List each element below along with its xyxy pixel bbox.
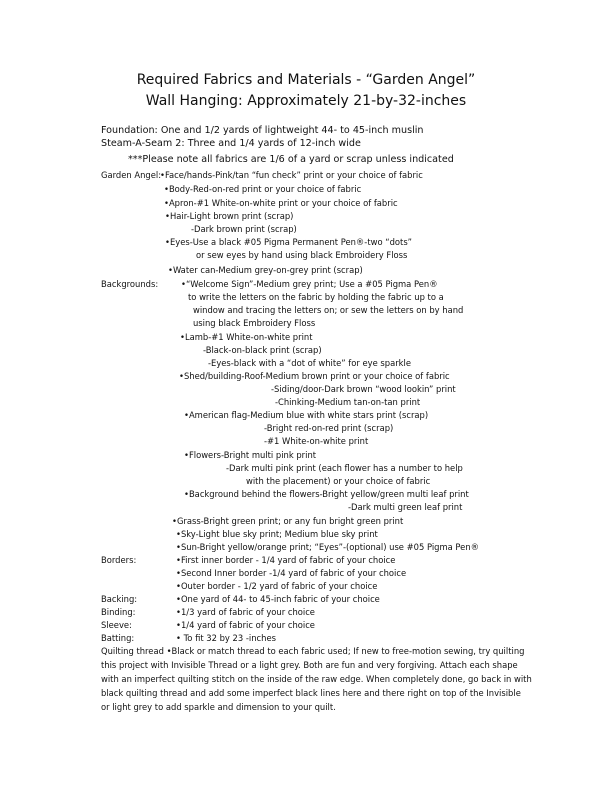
backing-label: Backing: — [101, 594, 138, 604]
quilting-line: this project with Invisible Thread or a light grey. Both are fun and very forgiving. Attach each shape — [101, 660, 518, 670]
backgrounds-item: •Shed/building-Roof-Medium brown print or your choice of fabric — [179, 371, 450, 381]
quilting-line: Quilting thread •Black or match thread to each fabric used; If new to free-motion sewing, try quilting — [101, 646, 525, 656]
garden-angel-item: -Dark brown print (scrap) — [191, 224, 297, 234]
backgrounds-item: -Dark multi pink print (each flower has a number to help — [226, 463, 463, 473]
backgrounds-item: •Background behind the flowers-Bright yellow/green multi leaf print — [184, 489, 469, 499]
backgrounds-item: using black Embroidery Floss — [193, 318, 316, 328]
backgrounds-item: •Sky-Light blue sky print; Medium blue sky print — [176, 529, 378, 539]
backing-text: •One yard of 44- to 45-inch fabric of your choice — [176, 594, 380, 604]
borders-label: Borders: — [101, 555, 137, 565]
backgrounds-item: -Bright red-on-red print (scrap) — [264, 423, 394, 433]
backgrounds-item: •American flag-Medium blue with white stars print (scrap) — [184, 410, 429, 420]
backgrounds-item: •Lamb-#1 White-on-white print — [180, 332, 313, 342]
backgrounds-item: -Black-on-black print (scrap) — [203, 345, 322, 355]
batting-text: • To fit 32 by 23 -inches — [176, 633, 276, 643]
garden-angel-item: •Hair-Light brown print (scrap) — [165, 211, 294, 221]
quilting-line: black quilting thread and add some imperfect black lines here and there right on top of the Invisible — [101, 688, 521, 698]
garden-angel-item: •Face/hands-Pink/tan “fun check” print or your choice of fabric — [160, 170, 423, 180]
backgrounds-item: with the placement) or your choice of fabric — [246, 476, 431, 486]
garden-angel-item: •Water can-Medium grey-on-grey print (scrap) — [168, 265, 363, 275]
backgrounds-item: •“Welcome Sign”-Medium grey print; Use a #05 Pigma Pen® — [181, 279, 438, 289]
backgrounds-label: Backgrounds: — [101, 279, 159, 289]
borders-item: •First inner border - 1/4 yard of fabric of your choice — [176, 555, 396, 565]
garden-angel-item: •Apron-#1 White-on-white print or your choice of fabric — [164, 198, 398, 208]
backgrounds-item: •Grass-Bright green print; or any fun bright green print — [172, 516, 404, 526]
foundation-line: Foundation: One and 1/2 yards of lightweight 44- to 45-inch muslin — [101, 125, 424, 136]
garden-angel-item: •Eyes-Use a black #05 Pigma Permanent Pen®-two “dots” — [165, 237, 413, 247]
garden-angel-label: Garden Angel: — [101, 170, 162, 180]
backgrounds-item: -Dark multi green leaf print — [348, 502, 463, 512]
borders-item: •Outer border - 1/2 yard of fabric of your choice — [176, 581, 378, 591]
backgrounds-item: -Eyes-black with a “dot of white” for eye sparkle — [208, 358, 411, 368]
backgrounds-item: -Chinking-Medium tan-on-tan print — [275, 397, 421, 407]
batting-label: Batting: — [101, 633, 135, 643]
backgrounds-item: to write the letters on the fabric by holding the fabric up to a — [188, 292, 444, 302]
backgrounds-item: window and tracing the letters on; or sew the letters on by hand — [193, 305, 464, 315]
garden-angel-item: •Body-Red-on-red print or your choice of fabric — [164, 184, 362, 194]
quilting-line: or light grey to add sparkle and dimension to your quilt. — [101, 702, 336, 712]
binding-label: Binding: — [101, 607, 136, 617]
garden-angel-item: or sew eyes by hand using black Embroidery Floss — [196, 250, 408, 260]
fabric-note: ***Please note all fabrics are 1/6 of a yard or scrap unless indicated — [128, 154, 454, 165]
steam-a-seam-line: Steam-A-Seam 2: Three and 1/4 yards of 12-inch wide — [101, 138, 361, 149]
sleeve-label: Sleeve: — [101, 620, 132, 630]
backgrounds-item: •Flowers-Bright multi pink print — [184, 450, 317, 460]
backgrounds-item: -Siding/door-Dark brown “wood lookin” print — [271, 384, 456, 394]
title-line-1: Required Fabrics and Materials - “Garden Angel” — [136, 72, 476, 88]
title-line-2: Wall Hanging: Approximately 21-by-32-inches — [145, 93, 467, 109]
sleeve-text: •1/4 yard of fabric of your choice — [176, 620, 315, 630]
borders-item: •Second Inner border -1/4 yard of fabric of your choice — [176, 568, 407, 578]
backgrounds-item: -#1 White-on-white print — [264, 436, 369, 446]
backgrounds-item: •Sun-Bright yellow/orange print; “Eyes”-(optional) use #05 Pigma Pen® — [176, 542, 480, 552]
binding-text: •1/3 yard of fabric of your choice — [176, 607, 315, 617]
quilting-line: with an imperfect quilting stitch on the inside of the raw edge. When completely done, go back in with — [101, 674, 532, 684]
